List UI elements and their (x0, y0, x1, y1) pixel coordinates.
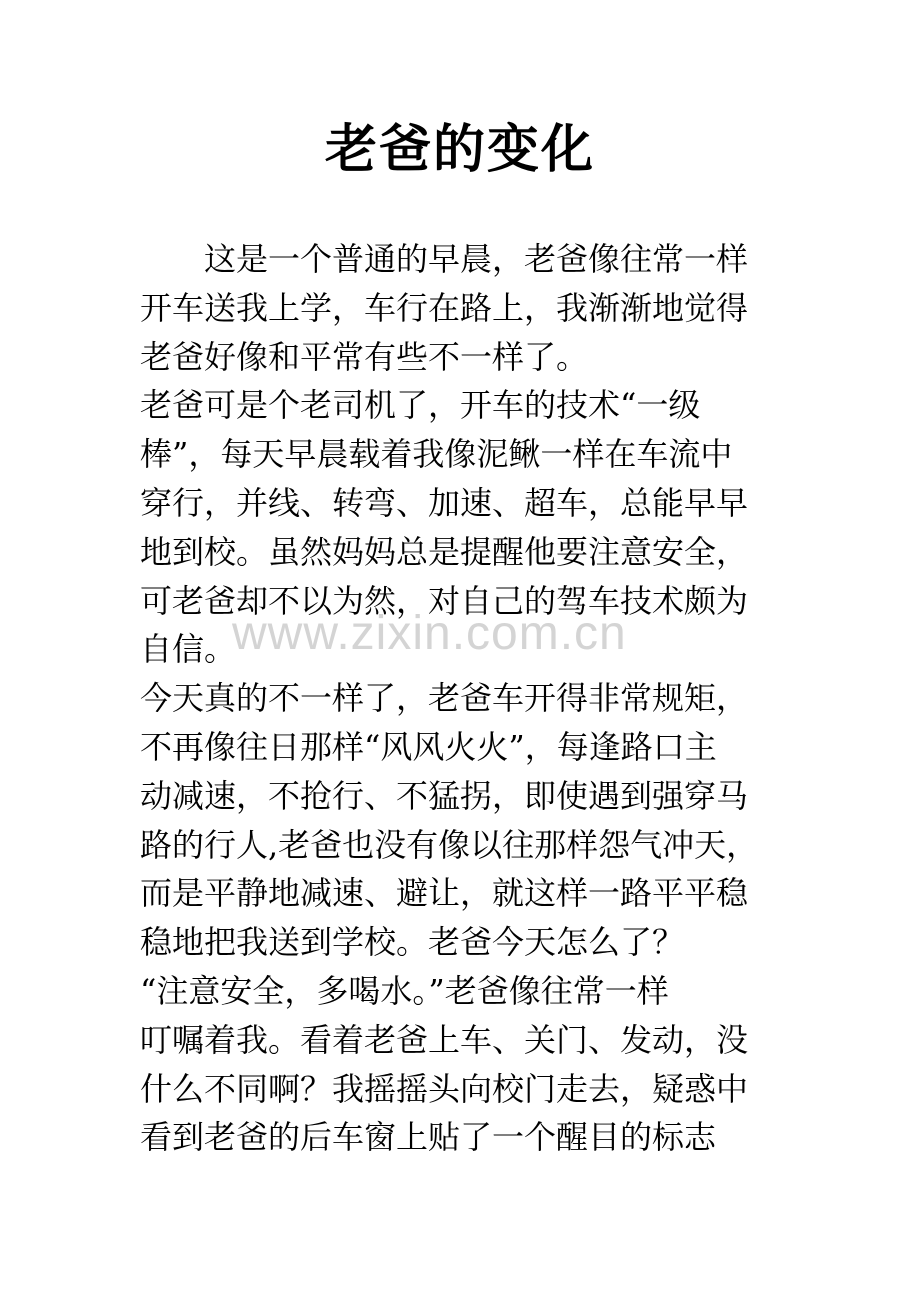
body-line: 自信。 (140, 630, 237, 669)
body-line: 动减速，不抢行、不猛拐，即使遇到强穿马 (140, 776, 749, 815)
body-line: 今天真的不一样了，老爸车开得非常规矩， (140, 679, 749, 718)
body-line: 不再像往日那样“风风火火”，每逢路口主 (140, 727, 717, 766)
body-line: 穿行，并线、转弯、加速、超车，总能早早 (140, 483, 749, 522)
body-line: 这是一个普通的早晨，老爸像往常一样 (140, 240, 749, 278)
body-line: 而是平静地减速、避让，就这样一路平平稳 (140, 874, 749, 913)
body-line: 开车送我上学，车行在路上，我渐渐地觉得 (140, 288, 749, 327)
body-line: 看到老爸的后车窗上贴了一个醒目的标志 (140, 1118, 717, 1157)
body-line: 可老爸却不以为然，对自己的驾车技术颇为 (140, 581, 749, 620)
body-line: 老爸好像和平常有些不一样了。 (140, 337, 589, 376)
body-line: 什么不同啊？我摇摇头向校门走去，疑惑中 (140, 1069, 749, 1108)
document-body (140, 235, 785, 1162)
body-line: 老爸可是个老司机了，开车的技术“一级 (140, 386, 701, 425)
body-line: 地到校。虽然妈妈总是提醒他要注意安全， (140, 532, 749, 571)
body-line: 稳地把我送到学校。老爸今天怎么了？ (140, 923, 685, 962)
body-line: 棒”，每天早晨载着我像泥鳅一样在车流中 (140, 435, 733, 474)
watermark: www.zixin.com.cn (232, 607, 627, 660)
document-title: 老爸的变化 (324, 120, 595, 180)
body-line: “注意安全，多喝水。”老爸像往常一样 (140, 971, 669, 1010)
body-line: 路的行人,老爸也没有像以往那样怨气冲天， (140, 825, 759, 864)
body-line: 叮嘱着我。看着老爸上车、关门、发动，没 (140, 1020, 749, 1059)
